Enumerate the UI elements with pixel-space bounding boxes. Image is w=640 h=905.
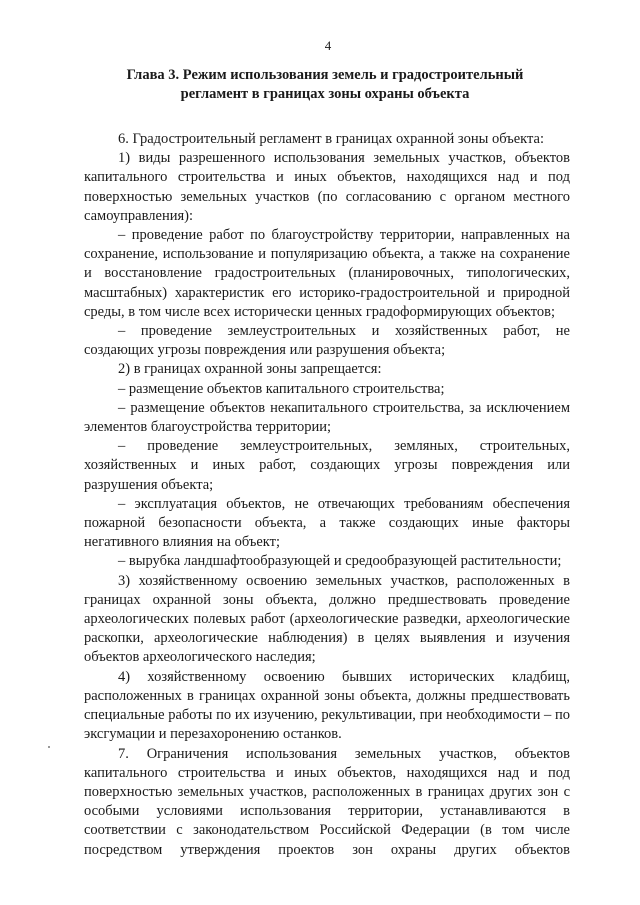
paragraph: 7. Ограничения использования земельных участков, объектов капитального строительства и иных объектов, находящихся над и под поверхностью земельных участков, расположенных в границах других зон с особыми условиями использования территории, устанавливаются в соответствии с законодательством Российской Федерации (в том числе посредством утверждения проектов зон охраны других объектов — [84, 745, 570, 858]
paragraph: 3) хозяйственному освоению земельных участков, расположенных в границах охранной зоны объекта, должно предшествовать проведение археологических полевых работ (археологические разведки, археологические раскопки, археологические наблюдения) в целях выявления и изучения объектов археологического наследия; — [84, 572, 570, 666]
paragraph: – вырубка ландшафтообразующей и средообразующей растительности; — [118, 553, 562, 570]
paragraph: 6. Градостроительный регламент в границах охранной зоны объекта: — [118, 131, 544, 147]
paragraph: – проведение землеустроительных, земляных, строительных, хозяйственных и иных работ, создающих угрозы повреждения или разрушения объекта; — [84, 438, 570, 493]
paragraph: – размещение объектов капитального строительства; — [118, 380, 445, 397]
paragraph: 2) в границах охранной зоны запрещается: — [118, 361, 382, 378]
paragraph: 4) хозяйственному освоению бывших исторических кладбищ, расположенных в границах охранной зоны объекта, должны предшествовать специальные работы по их изучению, рекультивации, при необходимости – по эксгумации и перезахоронению останков. — [84, 668, 570, 743]
page-number: 4 — [324, 38, 332, 53]
body-text — [84, 130, 570, 860]
paragraph: – эксплуатация объектов, не отвечающих требованиям обеспечения пожарной безопасности объекта, а также создающих иные факторы негативного влияния на объект; — [84, 495, 570, 551]
paragraph: – проведение работ по благоустройству территории, направленных на сохранение, использование и популяризацию объекта, а также на сохранение и восстановление градостроительных (планировочных, типологических, масштабных) характеристик его историко-градостроительной и природной среды, в том числе всех исторически ценных градоформирующих объектов; — [84, 227, 570, 320]
heading-line-1: Глава 3. Режим использования земель и градостроительный — [126, 67, 524, 83]
chapter-heading — [80, 66, 570, 104]
paragraph: 1) виды разрешенного использования земельных участков, объектов капитального строительства и иных объектов, находящихся над и под поверхностью земельных участков (по согласованию с органом местного самоуправления): — [84, 150, 570, 224]
paragraph: – размещение объектов некапитального строительства, за исключением элементов благоустройства территории; — [84, 399, 570, 436]
scan-speck — [48, 746, 50, 748]
heading-line-2: регламент в границах зоны охраны объекта — [180, 86, 470, 102]
paragraph: – проведение землеустроительных и хозяйственных работ, не создающих угрозы повреждения или разрушения объекта; — [84, 323, 570, 359]
